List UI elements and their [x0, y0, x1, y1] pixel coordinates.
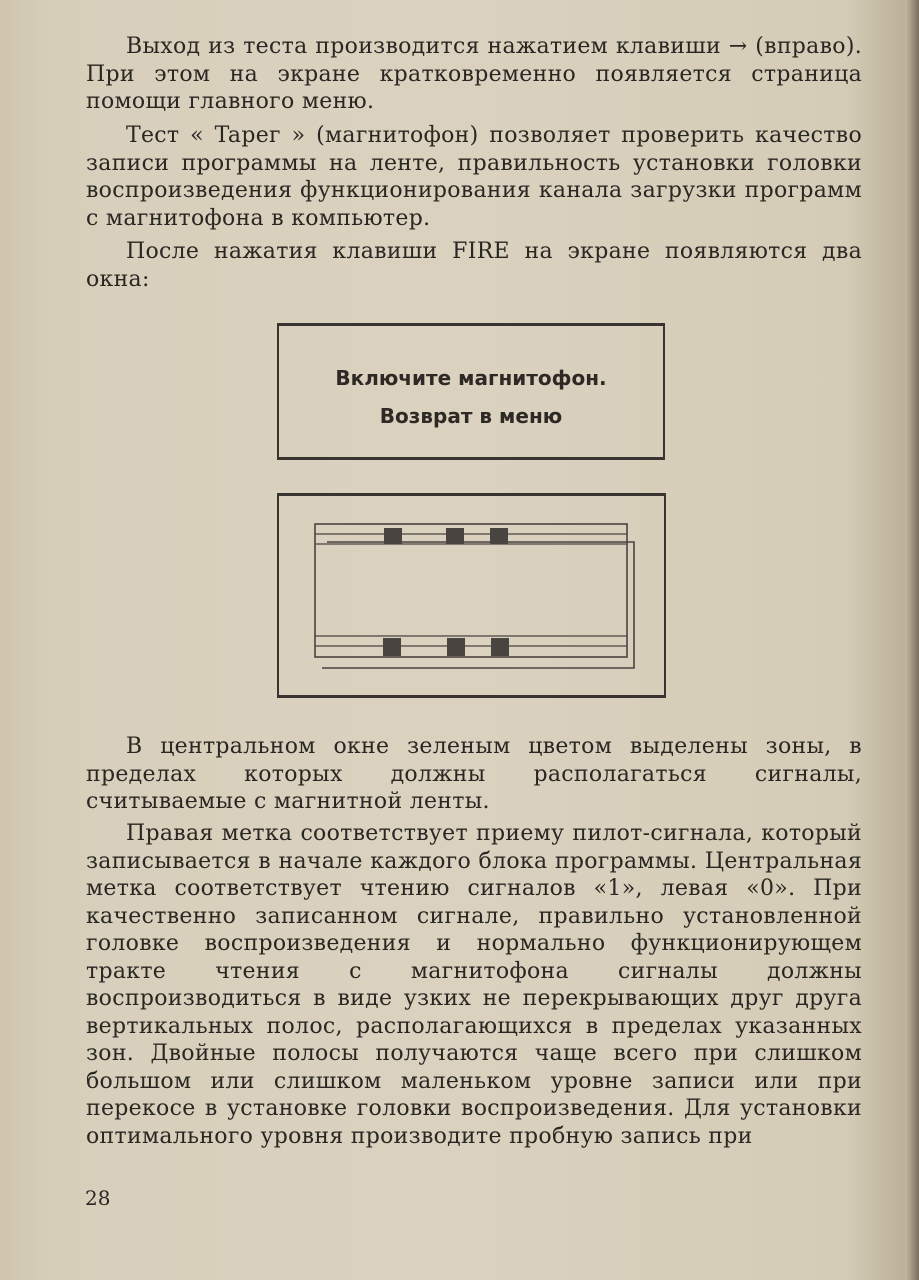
page-edge	[905, 0, 919, 1280]
window-line-2: Возврат в меню	[379, 404, 563, 428]
tape-signal-window	[277, 493, 666, 698]
zone-marker-bottom-center	[447, 638, 465, 656]
signal-diagram	[279, 496, 664, 695]
zone-marker-top-right	[490, 528, 508, 544]
zone-marker-bottom-right	[491, 638, 509, 656]
window-line-1: Включите магнитофон.	[335, 366, 607, 390]
tape-prompt-window	[277, 323, 665, 460]
paragraph-2	[86, 122, 862, 232]
paragraph-5	[86, 820, 862, 1150]
paragraph-4-text: В центральном окне зеленым цветом выделены зоны, в пределах которых должны располагаться сигналы, считываемые с магнитной ленты.	[86, 734, 862, 814]
paragraph-2-text: Тест « Tapeг » (магнитофон) позволяет проверить качество записи программы на ленте, правильность установки головки воспроизведения функционирования канала загрузки программ с магнитофона в компьютер.	[86, 123, 862, 231]
paragraph-3-text: После нажатия клавиши FIRE на экране появляются два окна:	[86, 239, 862, 292]
paragraph-4	[86, 733, 862, 816]
zone-marker-top-center	[446, 528, 464, 544]
paragraph-3	[86, 238, 862, 293]
paragraph-1-text: Выход из теста производится нажатием клавиши → (вправо). При этом на экране кратковременно появляется страница помощи главного меню.	[86, 34, 862, 114]
zone-marker-top-left	[384, 528, 402, 544]
page-number: 28	[85, 1186, 111, 1210]
paragraph-1	[86, 33, 862, 116]
paragraph-5-text: Правая метка соответствует приему пилот-сигнала, который записывается в начале каждого блока программы. Центральная метка соответствует чтению сигналов «1», левая «0». При качественно записанном сигнале, правильно установленной головке воспроизведения и нормально функционирующем тракте чтения с магнитофона сигналы должны воспроизводиться в виде узких не перекрывающих друг друга вертикальных полос, располагающихся в пределах указанных зон. Двойные полосы получаются чаще всего при слишком большом или слишком маленьком уровне записи или при перекосе в установке головки воспроизведения. Для установки оптимального уровня производите пробную запись при	[86, 821, 862, 1149]
zone-marker-bottom-left	[383, 638, 401, 656]
frame-shadow-line	[322, 542, 634, 668]
